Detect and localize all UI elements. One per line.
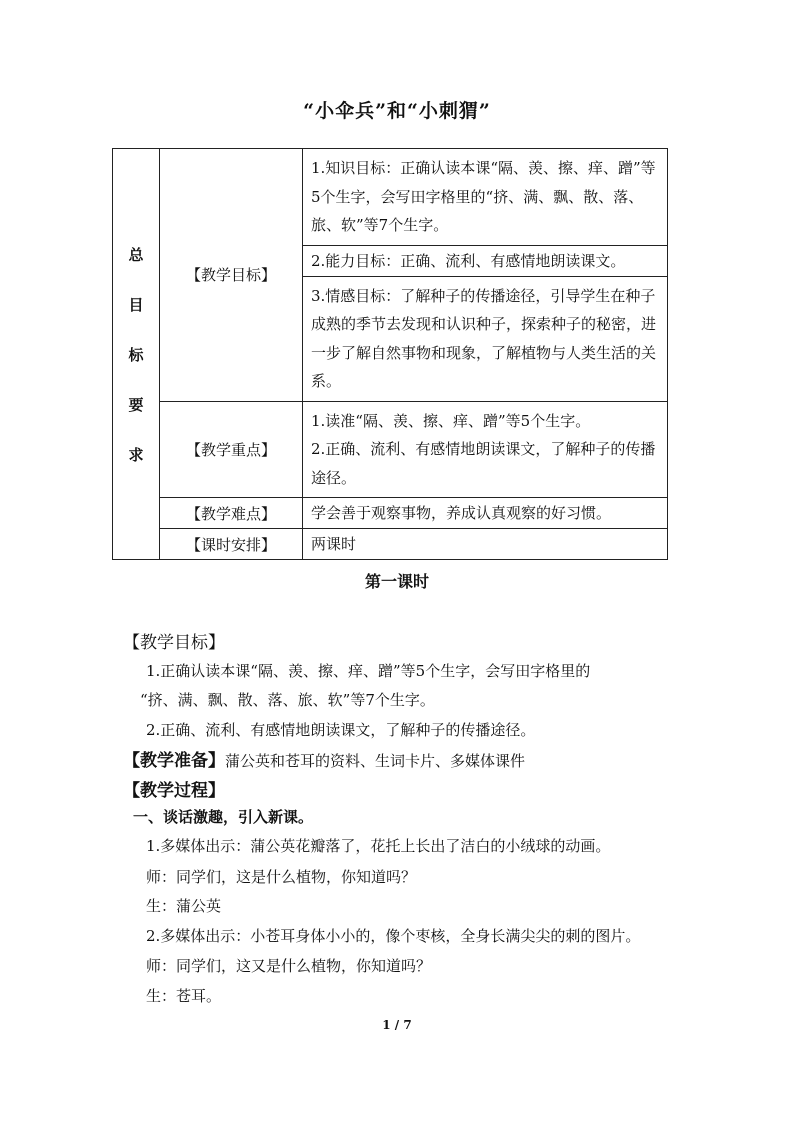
- process-line: 1.多媒体出示：蒲公英花瓣落了，花托上长出了洁白的小绒球的动画。: [146, 837, 611, 855]
- key-label: 【教学重点】: [160, 401, 303, 498]
- page-title: “小伞兵”和“小刺猬”: [303, 100, 491, 122]
- step-heading: 一、谈话激趣，引入新课。: [133, 808, 314, 826]
- schedule-text: 两课时: [303, 529, 668, 560]
- lesson-goals-heading: 【教学目标】: [123, 633, 225, 653]
- page-number: 1 / 7: [382, 1018, 412, 1032]
- lesson-goal-1b: “挤、满、飘、散、落、旅、软”等7个生字。: [140, 691, 435, 709]
- process-line: 生：苍耳。: [146, 987, 222, 1005]
- lesson-goal-1a: 1.正确认读本课“隔、羡、擦、痒、蹭”等5个生字，会写田字格里的: [146, 662, 591, 680]
- difficulty-label: 【教学难点】: [160, 498, 303, 529]
- goal-knowledge: 1.知识目标：正确认读本课“隔、羡、擦、痒、蹭”等5个生字，会写田字格里的“挤、满、飘、散、落、旅、软”等7个生字。: [303, 149, 668, 246]
- process-line: 师：同学们，这又是什么植物，你知道吗？: [146, 957, 432, 975]
- side-char: 求: [128, 445, 144, 464]
- side-char: 目: [128, 295, 144, 314]
- process-line: 生：蒲公英: [146, 897, 222, 915]
- key-points: [303, 401, 668, 498]
- lesson-goal-2: 2.正确、流利、有感情地朗读课文，了解种子的传播途径。: [146, 721, 536, 739]
- schedule-label: 【课时安排】: [160, 529, 303, 560]
- prep-text: 蒲公英和苍耳的资料、生词卡片、多媒体课件: [225, 752, 526, 770]
- key-point: 1.读准“隔、羡、擦、痒、蹭”等5个生字。: [311, 411, 591, 430]
- process-line: 师：同学们，这是什么植物，你知道吗？: [146, 868, 417, 886]
- key-point: 2.正确、流利、有感情地朗读课文，了解种子的传播途径。: [311, 440, 656, 487]
- goals-table: [112, 148, 668, 560]
- prep-heading: 【教学准备】: [123, 751, 225, 771]
- goal-ability: 2.能力目标：正确、流利、有感情地朗读课文。: [303, 245, 668, 276]
- side-char: 要: [128, 395, 144, 414]
- prep-row: [123, 746, 525, 771]
- side-label: [113, 149, 160, 560]
- difficulty-text: 学会善于观察事物，养成认真观察的好习惯。: [303, 498, 668, 529]
- side-char: 总: [128, 245, 144, 264]
- process-heading: 【教学过程】: [123, 781, 225, 801]
- process-line: 2.多媒体出示：小苍耳身体小小的，像个枣核，全身长满尖尖的刺的图片。: [146, 927, 641, 945]
- side-char: 标: [128, 345, 144, 364]
- lesson-heading: 第一课时: [364, 572, 429, 591]
- goal-emotion: 3.情感目标：了解种子的传播途径，引导学生在种子成熟的季节去发现和认识种子，探索种子的秘密，进一步了解自然事物和现象，了解植物与人类生活的关系。: [303, 276, 668, 401]
- goals-label: 【教学目标】: [160, 149, 303, 402]
